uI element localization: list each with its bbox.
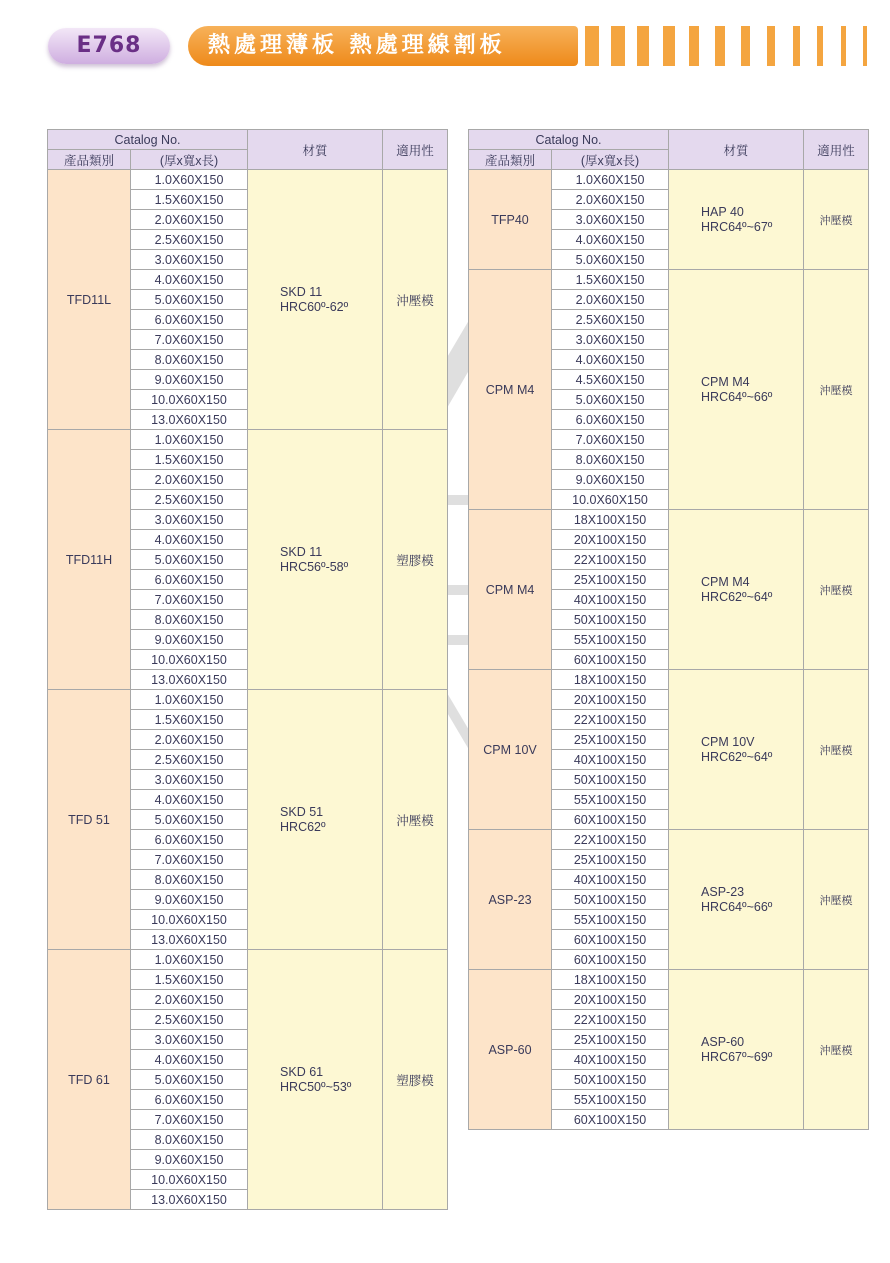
left-product-table [47,129,448,1210]
size-cell: 50X100X150 [552,610,669,630]
table-row [469,970,869,990]
size-cell: 3.0X60X150 [552,210,669,230]
dimensions-header: (厚x寬x長) [131,150,248,170]
size-cell: 1.0X60X150 [131,430,248,450]
size-cell: 22X100X150 [552,710,669,730]
application-cell: 沖壓模 [804,830,869,970]
material-cell [669,830,804,970]
product-category: ASP-60 [469,970,552,1130]
product-category: ASP-23 [469,830,552,970]
size-cell: 1.5X60X150 [552,270,669,290]
material-grade: SKD 11 [280,284,323,299]
size-cell: 22X100X150 [552,550,669,570]
application-cell: 沖壓模 [383,170,448,430]
size-cell: 13.0X60X150 [131,1190,248,1210]
material-grade: HAP 40 [701,204,744,219]
size-cell: 2.0X60X150 [131,470,248,490]
size-cell: 40X100X150 [552,750,669,770]
size-cell: 60X100X150 [552,810,669,830]
material-hardness: HRC62º~64º [701,749,773,764]
material-hardness: HRC60º-62º [280,299,349,314]
application-cell: 沖壓模 [804,270,869,510]
size-cell: 2.5X60X150 [131,490,248,510]
dimensions-header: (厚x寬x長) [552,150,669,170]
size-cell: 6.0X60X150 [131,310,248,330]
decorative-stripes [585,26,875,66]
material-hardness: HRC56º-58º [280,559,349,574]
size-cell: 8.0X60X150 [552,450,669,470]
size-cell: 3.0X60X150 [131,770,248,790]
application-cell: 沖壓模 [383,690,448,950]
material-grade: SKD 51 [280,804,324,819]
material-grade: CPM 10V [701,734,755,749]
application-cell: 沖壓模 [804,970,869,1130]
size-cell: 4.5X60X150 [552,370,669,390]
size-cell: 2.0X60X150 [131,210,248,230]
size-cell: 60X100X150 [552,650,669,670]
size-cell: 6.0X60X150 [552,410,669,430]
material-grade: CPM M4 [701,374,750,389]
material-grade: ASP-23 [701,884,745,899]
size-cell: 2.5X60X150 [552,310,669,330]
table-row [469,510,869,530]
size-cell: 1.5X60X150 [131,970,248,990]
size-cell: 3.0X60X150 [131,250,248,270]
size-cell: 7.0X60X150 [131,1110,248,1130]
material-cell [248,690,383,950]
size-cell: 3.0X60X150 [131,1030,248,1050]
size-cell: 55X100X150 [552,630,669,650]
size-cell: 8.0X60X150 [131,870,248,890]
size-cell: 9.0X60X150 [131,370,248,390]
material-header: 材質 [669,130,804,170]
material-cell [669,970,804,1130]
size-cell: 10.0X60X150 [131,390,248,410]
material-cell [248,950,383,1210]
size-cell: 1.5X60X150 [131,450,248,470]
material-grade: SKD 11 [280,544,323,559]
size-cell: 55X100X150 [552,790,669,810]
material-cell [669,510,804,670]
material-cell [669,670,804,830]
size-cell: 50X100X150 [552,1070,669,1090]
size-cell: 2.5X60X150 [131,230,248,250]
product-category: TFP40 [469,170,552,270]
size-cell: 1.0X60X150 [131,170,248,190]
size-cell: 50X100X150 [552,890,669,910]
material-grade: ASP-60 [701,1034,745,1049]
table-row [48,430,448,450]
application-header: 適用性 [383,130,448,170]
material-cell [248,430,383,690]
size-cell: 2.0X60X150 [552,190,669,210]
material-grade: SKD 61 [280,1064,324,1079]
right-table-body [469,170,869,1130]
size-cell: 1.5X60X150 [131,710,248,730]
size-cell: 10.0X60X150 [552,490,669,510]
size-cell: 13.0X60X150 [131,930,248,950]
size-cell: 25X100X150 [552,850,669,870]
size-cell: 8.0X60X150 [131,610,248,630]
material-hardness: HRC50º~53º [280,1079,352,1094]
material-cell [669,270,804,510]
size-cell: 9.0X60X150 [131,1150,248,1170]
size-cell: 5.0X60X150 [131,290,248,310]
product-category: CPM 10V [469,670,552,830]
size-cell: 1.0X60X150 [552,170,669,190]
size-cell: 18X100X150 [552,670,669,690]
size-cell: 20X100X150 [552,990,669,1010]
table-row [48,170,448,190]
material-hardness: HRC67º~69º [701,1049,773,1064]
size-cell: 2.0X60X150 [131,730,248,750]
size-cell: 2.0X60X150 [552,290,669,310]
size-cell: 18X100X150 [552,970,669,990]
size-cell: 8.0X60X150 [131,1130,248,1150]
size-cell: 20X100X150 [552,690,669,710]
application-header: 適用性 [804,130,869,170]
size-cell: 20X100X150 [552,530,669,550]
application-cell: 沖壓模 [804,510,869,670]
material-hardness: HRC62º [280,819,326,834]
size-cell: 4.0X60X150 [131,530,248,550]
size-cell: 5.0X60X150 [552,250,669,270]
size-cell: 9.0X60X150 [131,630,248,650]
product-category: CPM M4 [469,270,552,510]
material-grade: CPM M4 [701,574,750,589]
size-cell: 2.5X60X150 [131,1010,248,1030]
size-cell: 8.0X60X150 [131,350,248,370]
page-title-banner: 熱處理薄板 熱處理線割板 [188,26,578,66]
size-cell: 1.5X60X150 [131,190,248,210]
size-cell: 18X100X150 [552,510,669,530]
size-cell: 7.0X60X150 [552,430,669,450]
size-cell: 55X100X150 [552,1090,669,1110]
category-header: 產品類別 [469,150,552,170]
right-product-table [468,129,869,1130]
size-cell: 9.0X60X150 [552,470,669,490]
size-cell: 6.0X60X150 [131,830,248,850]
size-cell: 13.0X60X150 [131,670,248,690]
size-cell: 2.5X60X150 [131,750,248,770]
size-cell: 25X100X150 [552,570,669,590]
size-cell: 22X100X150 [552,1010,669,1030]
material-hardness: HRC64º~67º [701,219,773,234]
size-cell: 2.0X60X150 [131,990,248,1010]
size-cell: 40X100X150 [552,590,669,610]
product-category: TFD 51 [48,690,131,950]
application-cell: 塑膠模 [383,950,448,1210]
material-header: 材質 [248,130,383,170]
table-row [469,670,869,690]
size-cell: 55X100X150 [552,910,669,930]
size-cell: 22X100X150 [552,830,669,850]
table-row [469,830,869,850]
size-cell: 3.0X60X150 [552,330,669,350]
material-hardness: HRC64º~66º [701,389,773,404]
size-cell: 5.0X60X150 [552,390,669,410]
table-row [469,270,869,290]
size-cell: 6.0X60X150 [131,1090,248,1110]
catalog-header: Catalog No. [469,130,669,150]
catalog-header: Catalog No. [48,130,248,150]
size-cell: 1.0X60X150 [131,690,248,710]
size-cell: 5.0X60X150 [131,550,248,570]
size-cell: 4.0X60X150 [131,1050,248,1070]
size-cell: 40X100X150 [552,870,669,890]
size-cell: 60X100X150 [552,1110,669,1130]
size-cell: 13.0X60X150 [131,410,248,430]
size-cell: 10.0X60X150 [131,910,248,930]
product-category: TFD 61 [48,950,131,1210]
size-cell: 40X100X150 [552,1050,669,1070]
size-cell: 6.0X60X150 [131,570,248,590]
category-header: 產品類別 [48,150,131,170]
size-cell: 9.0X60X150 [131,890,248,910]
material-cell [248,170,383,430]
material-hardness: HRC62º~64º [701,589,773,604]
size-cell: 5.0X60X150 [131,1070,248,1090]
product-category: CPM M4 [469,510,552,670]
product-category: TFD11L [48,170,131,430]
size-cell: 25X100X150 [552,730,669,750]
size-cell: 4.0X60X150 [552,230,669,250]
size-cell: 60X100X150 [552,950,669,970]
size-cell: 3.0X60X150 [131,510,248,530]
application-cell: 沖壓模 [804,670,869,830]
size-cell: 60X100X150 [552,930,669,950]
material-hardness: HRC64º~66º [701,899,773,914]
size-cell: 4.0X60X150 [552,350,669,370]
size-cell: 7.0X60X150 [131,590,248,610]
size-cell: 5.0X60X150 [131,810,248,830]
application-cell: 塑膠模 [383,430,448,690]
size-cell: 10.0X60X150 [131,1170,248,1190]
table-row [48,950,448,970]
size-cell: 4.0X60X150 [131,790,248,810]
size-cell: 4.0X60X150 [131,270,248,290]
table-row [48,690,448,710]
size-cell: 50X100X150 [552,770,669,790]
table-row [469,170,869,190]
material-cell [669,170,804,270]
size-cell: 10.0X60X150 [131,650,248,670]
product-category: TFD11H [48,430,131,690]
size-cell: 1.0X60X150 [131,950,248,970]
size-cell: 7.0X60X150 [131,330,248,350]
size-cell: 7.0X60X150 [131,850,248,870]
application-cell: 沖壓模 [804,170,869,270]
size-cell: 25X100X150 [552,1030,669,1050]
catalog-code-badge: E768 [48,28,170,64]
left-table-body [48,170,448,1210]
